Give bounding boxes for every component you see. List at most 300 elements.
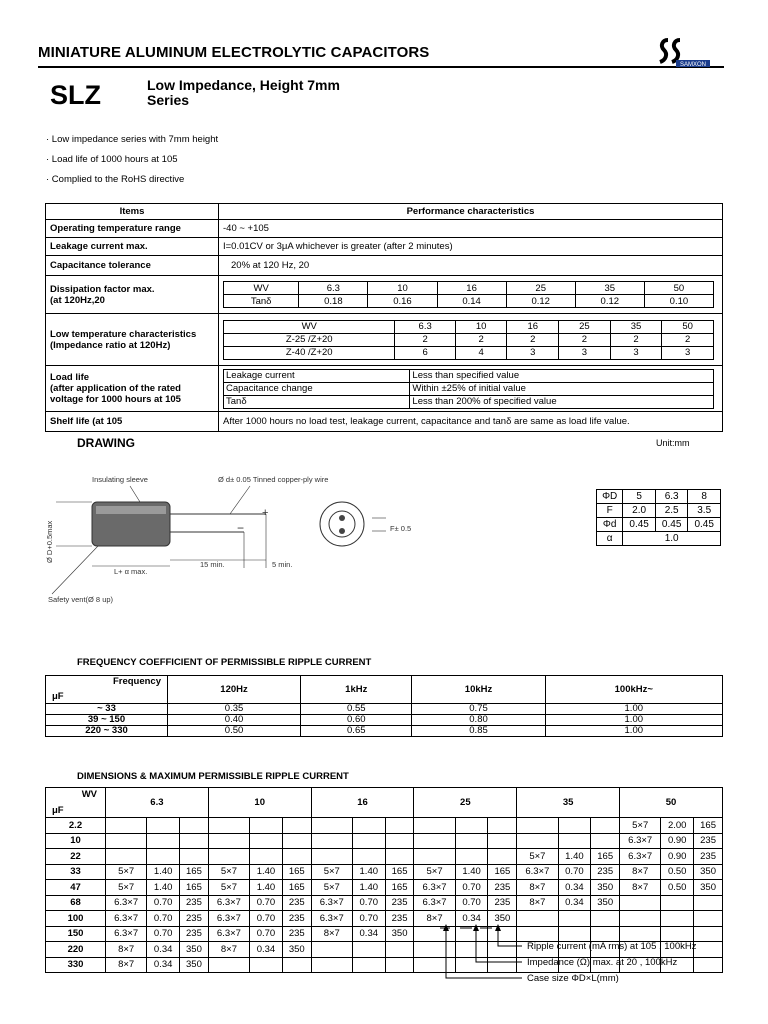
ripple-row-cell: 1.40 [455, 864, 488, 880]
shelf-life-label: Shelf life (at 105 [46, 412, 219, 432]
ripple-row-cell: 6.3×7 [106, 926, 147, 942]
legend-ripple: Ripple current (mA rms) at 105 , 100kHz [527, 941, 697, 952]
load-life-row [224, 369, 714, 382]
ripple-row [46, 833, 723, 849]
df-wv-row-cell: 50 [644, 282, 713, 295]
shelf-life-value: After 1000 hours no load test, leakage current, capacitance and tanδ are same as load life value. [219, 412, 723, 432]
performance-table [45, 203, 723, 432]
dim-row [597, 504, 721, 518]
ripple-row-cell: 2.2 [46, 818, 106, 834]
freq-col-header: 1kHz [301, 676, 412, 704]
ripple-row-cell [558, 833, 591, 849]
freq-row [46, 715, 723, 726]
ripple-row [46, 895, 723, 911]
ripple-header-row [46, 788, 723, 818]
alpha-row [597, 532, 721, 546]
lt-z25-row-cell: 2 [455, 333, 507, 346]
svg-text:15 min.: 15 min. [200, 560, 225, 569]
ripple-row-cell: 0.34 [455, 911, 488, 927]
svg-text:L+ α max.: L+ α max. [114, 567, 148, 576]
ripple-row-cell: 1.40 [250, 864, 283, 880]
lt-z40-row [224, 346, 714, 359]
df-tan-row-cell: 0.16 [368, 295, 437, 308]
freq-row-cell: 39 ~ 150 [46, 715, 168, 726]
ripple-row-cell [620, 895, 661, 911]
freq-corner-uf: μF [52, 691, 64, 702]
leakage-value: I=0.01CV or 3μA whichever is greater (after 2 minutes) [219, 238, 723, 256]
dim-row-cell: 3.5 [688, 504, 721, 518]
ripple-row-cell: 165 [180, 880, 209, 896]
ripple-row-cell: 6.3×7 [414, 895, 455, 911]
ripple-row-cell: 235 [385, 895, 414, 911]
ripple-row-cell [488, 818, 517, 834]
ripple-row-cell: 165 [591, 849, 620, 865]
lt-z25-row-cell: 2 [662, 333, 714, 346]
freq-row-cell: 0.50 [168, 726, 301, 737]
ripple-row-cell [414, 849, 455, 865]
ripple-row-cell: 8×7 [517, 880, 558, 896]
ripple-row-cell [455, 818, 488, 834]
ripple-voltage-header: 35 [517, 788, 620, 818]
load-life-row [224, 395, 714, 408]
ripple-voltage-header: 10 [208, 788, 311, 818]
lt-z25-row-cell: 2 [507, 333, 559, 346]
ripple-voltage-header: 50 [620, 788, 723, 818]
freq-col-header: 120Hz [168, 676, 301, 704]
svg-text:−: − [237, 521, 245, 535]
ripple-row-cell: 350 [385, 926, 414, 942]
ripple-row-cell: 0.70 [352, 895, 385, 911]
lt-wv-row-cell: 10 [455, 320, 507, 333]
ripple-row-cell [208, 818, 249, 834]
ripple-row-cell [385, 818, 414, 834]
df-tan-row-cell: 0.14 [437, 295, 506, 308]
ripple-row-cell: 220 [46, 942, 106, 958]
load-life-row-cell: Tanδ [224, 395, 410, 408]
op-temp-value: -40 ~ +105 [219, 220, 723, 238]
ripple-row-cell: 0.90 [661, 833, 694, 849]
lt-z25-row-cell: Z-25 /Z+20 [224, 333, 395, 346]
ripple-corner-uf: μF [52, 805, 64, 816]
ripple-row-cell [591, 833, 620, 849]
legend-case-size: Case size ΦD×L(mm) [527, 973, 619, 984]
ripple-title: DIMENSIONS & MAXIMUM PERMISSIBLE RIPPLE CURRENT [77, 771, 349, 782]
freq-row-cell: 220 ~ 330 [46, 726, 168, 737]
ripple-row-cell [147, 833, 180, 849]
ripple-row-cell [385, 849, 414, 865]
lt-z25-row-cell: 2 [610, 333, 662, 346]
ripple-row-cell: 8×7 [620, 880, 661, 896]
freq-row-cell: 0.60 [301, 715, 412, 726]
dim-row [597, 490, 721, 504]
ripple-row [46, 849, 723, 865]
ripple-row-cell: 6.3×7 [208, 911, 249, 927]
ripple-row-cell [282, 833, 311, 849]
unit-label: Unit:mm [656, 438, 690, 448]
svg-text:Insulating sleeve: Insulating sleeve [92, 475, 148, 484]
ripple-row-cell [250, 957, 283, 973]
lt-z25-row-cell: 2 [559, 333, 611, 346]
df-wv-row-cell: 10 [368, 282, 437, 295]
ripple-row-cell [180, 833, 209, 849]
ripple-row-cell: 235 [488, 880, 517, 896]
svg-text:Safety vent(Ø 8 up): Safety vent(Ø 8 up) [48, 595, 114, 604]
freq-corner [46, 676, 168, 704]
freq-row-cell: 0.65 [301, 726, 412, 737]
ripple-row [46, 818, 723, 834]
freq-col-header: 10kHz [412, 676, 545, 704]
lt-wv-row-cell: 25 [559, 320, 611, 333]
dim-row-cell: 5 [623, 490, 656, 504]
lt-wv-row-cell: 35 [610, 320, 662, 333]
lt-z40-row-cell: 3 [610, 346, 662, 359]
ripple-row-cell: 0.70 [352, 911, 385, 927]
ripple-row-cell: 0.50 [661, 864, 694, 880]
lt-z40-row-cell: 4 [455, 346, 507, 359]
ripple-row-cell: 6.3×7 [106, 911, 147, 927]
dim-row-cell: 0.45 [688, 518, 721, 532]
ripple-row-cell [694, 895, 723, 911]
ripple-row-cell: 0.70 [250, 926, 283, 942]
ripple-row-cell: 5×7 [208, 864, 249, 880]
ripple-row-cell: 350 [694, 864, 723, 880]
ripple-row-cell [311, 942, 352, 958]
feature-list [46, 130, 218, 190]
ripple-row-cell [558, 818, 591, 834]
ripple-row-cell: 6.3×7 [311, 911, 352, 927]
freq-row-cell: 0.55 [301, 704, 412, 715]
series-subtitle: Low Impedance, Height 7mm Series [147, 77, 340, 108]
ripple-row-cell: 350 [282, 942, 311, 958]
ripple-row-cell [250, 833, 283, 849]
ripple-row-cell [455, 833, 488, 849]
df-tan-row [224, 295, 714, 308]
svg-text:5 min.: 5 min. [272, 560, 293, 569]
ripple-row-cell: 0.70 [147, 895, 180, 911]
ripple-row-cell: 235 [282, 895, 311, 911]
dim-row-cell: F [597, 504, 623, 518]
ripple-row-cell [250, 818, 283, 834]
ripple-row-cell [106, 833, 147, 849]
ripple-row-cell: 6.3×7 [517, 864, 558, 880]
ripple-row-cell: 0.34 [352, 926, 385, 942]
ripple-row-cell [385, 833, 414, 849]
ripple-row-cell [147, 818, 180, 834]
frequency-coefficient-table [45, 675, 723, 737]
ripple-row-cell [282, 957, 311, 973]
leakage-label: Leakage current max. [46, 238, 219, 256]
ripple-row-cell: 235 [385, 911, 414, 927]
ripple-row-cell [517, 818, 558, 834]
ripple-row-cell: 47 [46, 880, 106, 896]
ripple-row-cell: 10 [46, 833, 106, 849]
series-name: SLZ [50, 80, 101, 110]
lt-z25-row [224, 333, 714, 346]
df-tan-row-cell: 0.10 [644, 295, 713, 308]
dissipation-table [223, 281, 714, 308]
ripple-row-cell: 350 [180, 957, 209, 973]
ripple-row-cell: 33 [46, 864, 106, 880]
ripple-row-cell [352, 833, 385, 849]
ripple-row-cell: 235 [591, 864, 620, 880]
ripple-row-cell: 5×7 [620, 818, 661, 834]
ripple-row-cell: 5×7 [106, 864, 147, 880]
ripple-row-cell: 1.40 [352, 880, 385, 896]
ripple-row-cell: 8×7 [311, 926, 352, 942]
ripple-row-cell: 165 [385, 880, 414, 896]
ripple-row-cell [147, 849, 180, 865]
ripple-corner-wv: WV [81, 789, 97, 800]
ripple-row-cell [311, 957, 352, 973]
freq-row-cell: 0.40 [168, 715, 301, 726]
lt-z25-row-cell: 2 [395, 333, 455, 346]
ripple-row-cell: 0.34 [250, 942, 283, 958]
ripple-row-cell: 0.70 [558, 864, 591, 880]
ripple-row-cell: 350 [180, 942, 209, 958]
ripple-row-cell [385, 957, 414, 973]
load-life-table [223, 369, 714, 409]
load-life-row-cell: Leakage current [224, 369, 410, 382]
freq-row-cell: 1.00 [545, 726, 722, 737]
ripple-row-cell: 22 [46, 849, 106, 865]
dissipation-label: Dissipation factor max. (at 120Hz,20 [46, 276, 219, 314]
ripple-row-cell: 5×7 [208, 880, 249, 896]
ripple-row-cell: 6.3×7 [311, 895, 352, 911]
ripple-row-cell [311, 818, 352, 834]
ripple-row-cell: 8×7 [106, 942, 147, 958]
ripple-row-cell: 68 [46, 895, 106, 911]
ripple-row-cell [352, 957, 385, 973]
dim-row-cell: Φd [597, 518, 623, 532]
df-tan-row-cell: 0.12 [575, 295, 644, 308]
ripple-row-cell: 350 [488, 911, 517, 927]
ripple-row-cell: 235 [694, 833, 723, 849]
feature-item: · Load life of 1000 hours at 105 [46, 154, 178, 165]
ripple-row-cell [455, 849, 488, 865]
ripple-row-cell [180, 818, 209, 834]
col-performance: Performance characteristics [219, 204, 723, 220]
ripple-row-cell: 165 [694, 818, 723, 834]
ripple-row-cell: 5×7 [106, 880, 147, 896]
dim-row-cell: 0.45 [623, 518, 656, 532]
lt-wv-row-cell: 6.3 [395, 320, 455, 333]
ripple-row-cell: 165 [282, 864, 311, 880]
ripple-row [46, 880, 723, 896]
lt-wv-row-cell: WV [224, 320, 395, 333]
dim-row-cell: 6.3 [655, 490, 688, 504]
ripple-row-cell: 5×7 [311, 864, 352, 880]
df-wv-row-cell: 25 [506, 282, 575, 295]
ripple-row-cell: 1.40 [352, 864, 385, 880]
lt-wv-row-cell: 50 [662, 320, 714, 333]
df-wv-row-cell: WV [224, 282, 299, 295]
load-life-row-cell: Less than 200% of specified value [410, 395, 714, 408]
ripple-row-cell: 100 [46, 911, 106, 927]
ripple-row-cell: 0.34 [558, 895, 591, 911]
lead-dimension-table [596, 489, 721, 546]
ripple-row-cell: 6.3×7 [208, 926, 249, 942]
ripple-row-cell [385, 942, 414, 958]
ripple-row-cell: 8×7 [517, 895, 558, 911]
ripple-row-cell: 235 [180, 895, 209, 911]
dim-row-cell: 0.45 [655, 518, 688, 532]
freq-col-header: 100kHz~ [545, 676, 722, 704]
freq-row-cell: 0.80 [412, 715, 545, 726]
ripple-row-cell: 5×7 [311, 880, 352, 896]
svg-text:Ø D+0.5max: Ø D+0.5max [45, 520, 54, 563]
ripple-row-cell: 165 [488, 864, 517, 880]
svg-text:+: + [262, 507, 269, 519]
ripple-row-cell: 0.70 [455, 880, 488, 896]
dim-row-cell: 2.0 [623, 504, 656, 518]
ripple-row-cell: 8×7 [620, 864, 661, 880]
load-life-label: Load life (after application of the rated voltage for 1000 hours at 105 [46, 366, 219, 412]
ripple-row-cell: 1.40 [250, 880, 283, 896]
ripple-row-cell [208, 833, 249, 849]
ripple-row-cell: 165 [180, 864, 209, 880]
ripple-row-cell: 0.34 [147, 957, 180, 973]
lt-z40-row-cell: 3 [662, 346, 714, 359]
df-wv-row-cell: 35 [575, 282, 644, 295]
freq-row-cell: 0.35 [168, 704, 301, 715]
ripple-row-cell [208, 957, 249, 973]
legend-impedance: Impedance (Ω) max. at 20 , 100kHz [527, 957, 678, 968]
ripple-row-cell [352, 849, 385, 865]
ripple-row-cell: 0.70 [147, 911, 180, 927]
svg-text:Ø d± 0.05 Tinned copper-ply wi: Ø d± 0.05 Tinned copper-ply wire [218, 475, 329, 484]
ripple-row-cell: 8×7 [208, 942, 249, 958]
ripple-row-cell: 150 [46, 926, 106, 942]
alpha-value: 1.0 [623, 532, 721, 546]
ripple-row-cell: 350 [591, 880, 620, 896]
freq-row-cell: 1.00 [545, 704, 722, 715]
drawing-title: DRAWING [77, 436, 135, 450]
feature-item: · Complied to the RoHS directive [46, 174, 185, 185]
lt-wv-row [224, 320, 714, 333]
ripple-row-cell [180, 849, 209, 865]
dim-row [597, 518, 721, 532]
ripple-row-cell: 0.34 [558, 880, 591, 896]
ripple-row-cell [106, 818, 147, 834]
ripple-voltage-header: 25 [414, 788, 517, 818]
df-wv-row-cell: 16 [437, 282, 506, 295]
ripple-row-cell: 0.34 [147, 942, 180, 958]
title-rule [38, 66, 724, 68]
ripple-row-cell: 0.70 [147, 926, 180, 942]
ripple-row-cell [488, 849, 517, 865]
capacitor-drawing [30, 468, 450, 608]
ripple-row-cell: 6.3×7 [620, 833, 661, 849]
ripple-row-cell: 235 [694, 849, 723, 865]
ripple-row-cell: 330 [46, 957, 106, 973]
load-life-row-cell: Capacitance change [224, 382, 410, 395]
ripple-voltage-header: 16 [311, 788, 414, 818]
svg-text:SAMXON: SAMXON [679, 62, 707, 68]
ripple-row-cell [488, 833, 517, 849]
lt-z40-row-cell: 3 [559, 346, 611, 359]
ripple-row-cell: 1.40 [558, 849, 591, 865]
ripple-row-cell: 235 [180, 926, 209, 942]
ripple-row-cell [208, 849, 249, 865]
ripple-row-cell [282, 849, 311, 865]
ripple-row-cell: 235 [180, 911, 209, 927]
load-life-row [224, 382, 714, 395]
freq-row-cell: 1.00 [545, 715, 722, 726]
ripple-row-cell [414, 833, 455, 849]
freq-row-cell: 0.85 [412, 726, 545, 737]
df-wv-row [224, 282, 714, 295]
ripple-row [46, 864, 723, 880]
alpha-label: α [597, 532, 623, 546]
ripple-row-cell: 1.40 [147, 864, 180, 880]
ripple-voltage-header: 6.3 [106, 788, 209, 818]
freq-row [46, 704, 723, 715]
lt-z40-row-cell: 3 [507, 346, 559, 359]
ripple-row-cell: 8×7 [414, 911, 455, 927]
ripple-row-cell [282, 818, 311, 834]
feature-item: · Low impedance series with 7mm height [46, 134, 219, 145]
ripple-row-cell: 6.3×7 [106, 895, 147, 911]
lt-wv-row-cell: 16 [507, 320, 559, 333]
low-temp-table [223, 320, 714, 360]
ripple-row-cell: 0.70 [455, 895, 488, 911]
samxon-logo [654, 38, 712, 68]
load-life-row-cell: Within ±25% of initial value [410, 382, 714, 395]
ripple-row-cell: 5×7 [517, 849, 558, 865]
ripple-row-cell: 165 [385, 864, 414, 880]
ripple-row-cell: 2.00 [661, 818, 694, 834]
tolerance-value: 20% at 120 Hz, 20 [219, 256, 723, 276]
page-title: MINIATURE ALUMINUM ELECTROLYTIC CAPACITORS [38, 44, 430, 61]
freq-row-cell: ~ 33 [46, 704, 168, 715]
svg-text:F± 0.5: F± 0.5 [390, 524, 412, 533]
ripple-row-cell: 6.3×7 [414, 880, 455, 896]
ripple-row-cell [591, 818, 620, 834]
lt-z40-row-cell: Z-40 /Z+20 [224, 346, 395, 359]
dim-row-cell: 2.5 [655, 504, 688, 518]
ripple-row-cell [311, 833, 352, 849]
ripple-row-cell [414, 818, 455, 834]
lt-z40-row-cell: 6 [395, 346, 455, 359]
df-tan-row-cell: 0.18 [299, 295, 368, 308]
ripple-row-cell [661, 895, 694, 911]
freq-row [46, 726, 723, 737]
op-temp-label: Operating temperature range [46, 220, 219, 238]
df-wv-row-cell: 6.3 [299, 282, 368, 295]
ripple-row-cell: 6.3×7 [620, 849, 661, 865]
ripple-row-cell [517, 833, 558, 849]
freq-corner-frequency: Frequency [112, 676, 161, 687]
freq-row-cell: 0.75 [412, 704, 545, 715]
dim-row-cell: 8 [688, 490, 721, 504]
col-items: Items [46, 204, 219, 220]
ripple-row-cell: 350 [591, 895, 620, 911]
ripple-row-cell: 350 [694, 880, 723, 896]
ripple-row-cell: 235 [282, 926, 311, 942]
ripple-corner [46, 788, 106, 818]
ripple-row-cell: 5×7 [414, 864, 455, 880]
freq-header-row [46, 676, 723, 704]
ripple-row-cell: 235 [282, 911, 311, 927]
ripple-row-cell: 0.70 [250, 911, 283, 927]
ripple-row-cell: 165 [282, 880, 311, 896]
tolerance-label: Capacitance tolerance [46, 256, 219, 276]
ripple-row-cell: 235 [488, 895, 517, 911]
ripple-row-cell [352, 942, 385, 958]
freq-title: FREQUENCY COEFFICIENT OF PERMISSIBLE RIPPLE CURRENT [77, 657, 372, 668]
ripple-row-cell [311, 849, 352, 865]
dim-row-cell: ΦD [597, 490, 623, 504]
